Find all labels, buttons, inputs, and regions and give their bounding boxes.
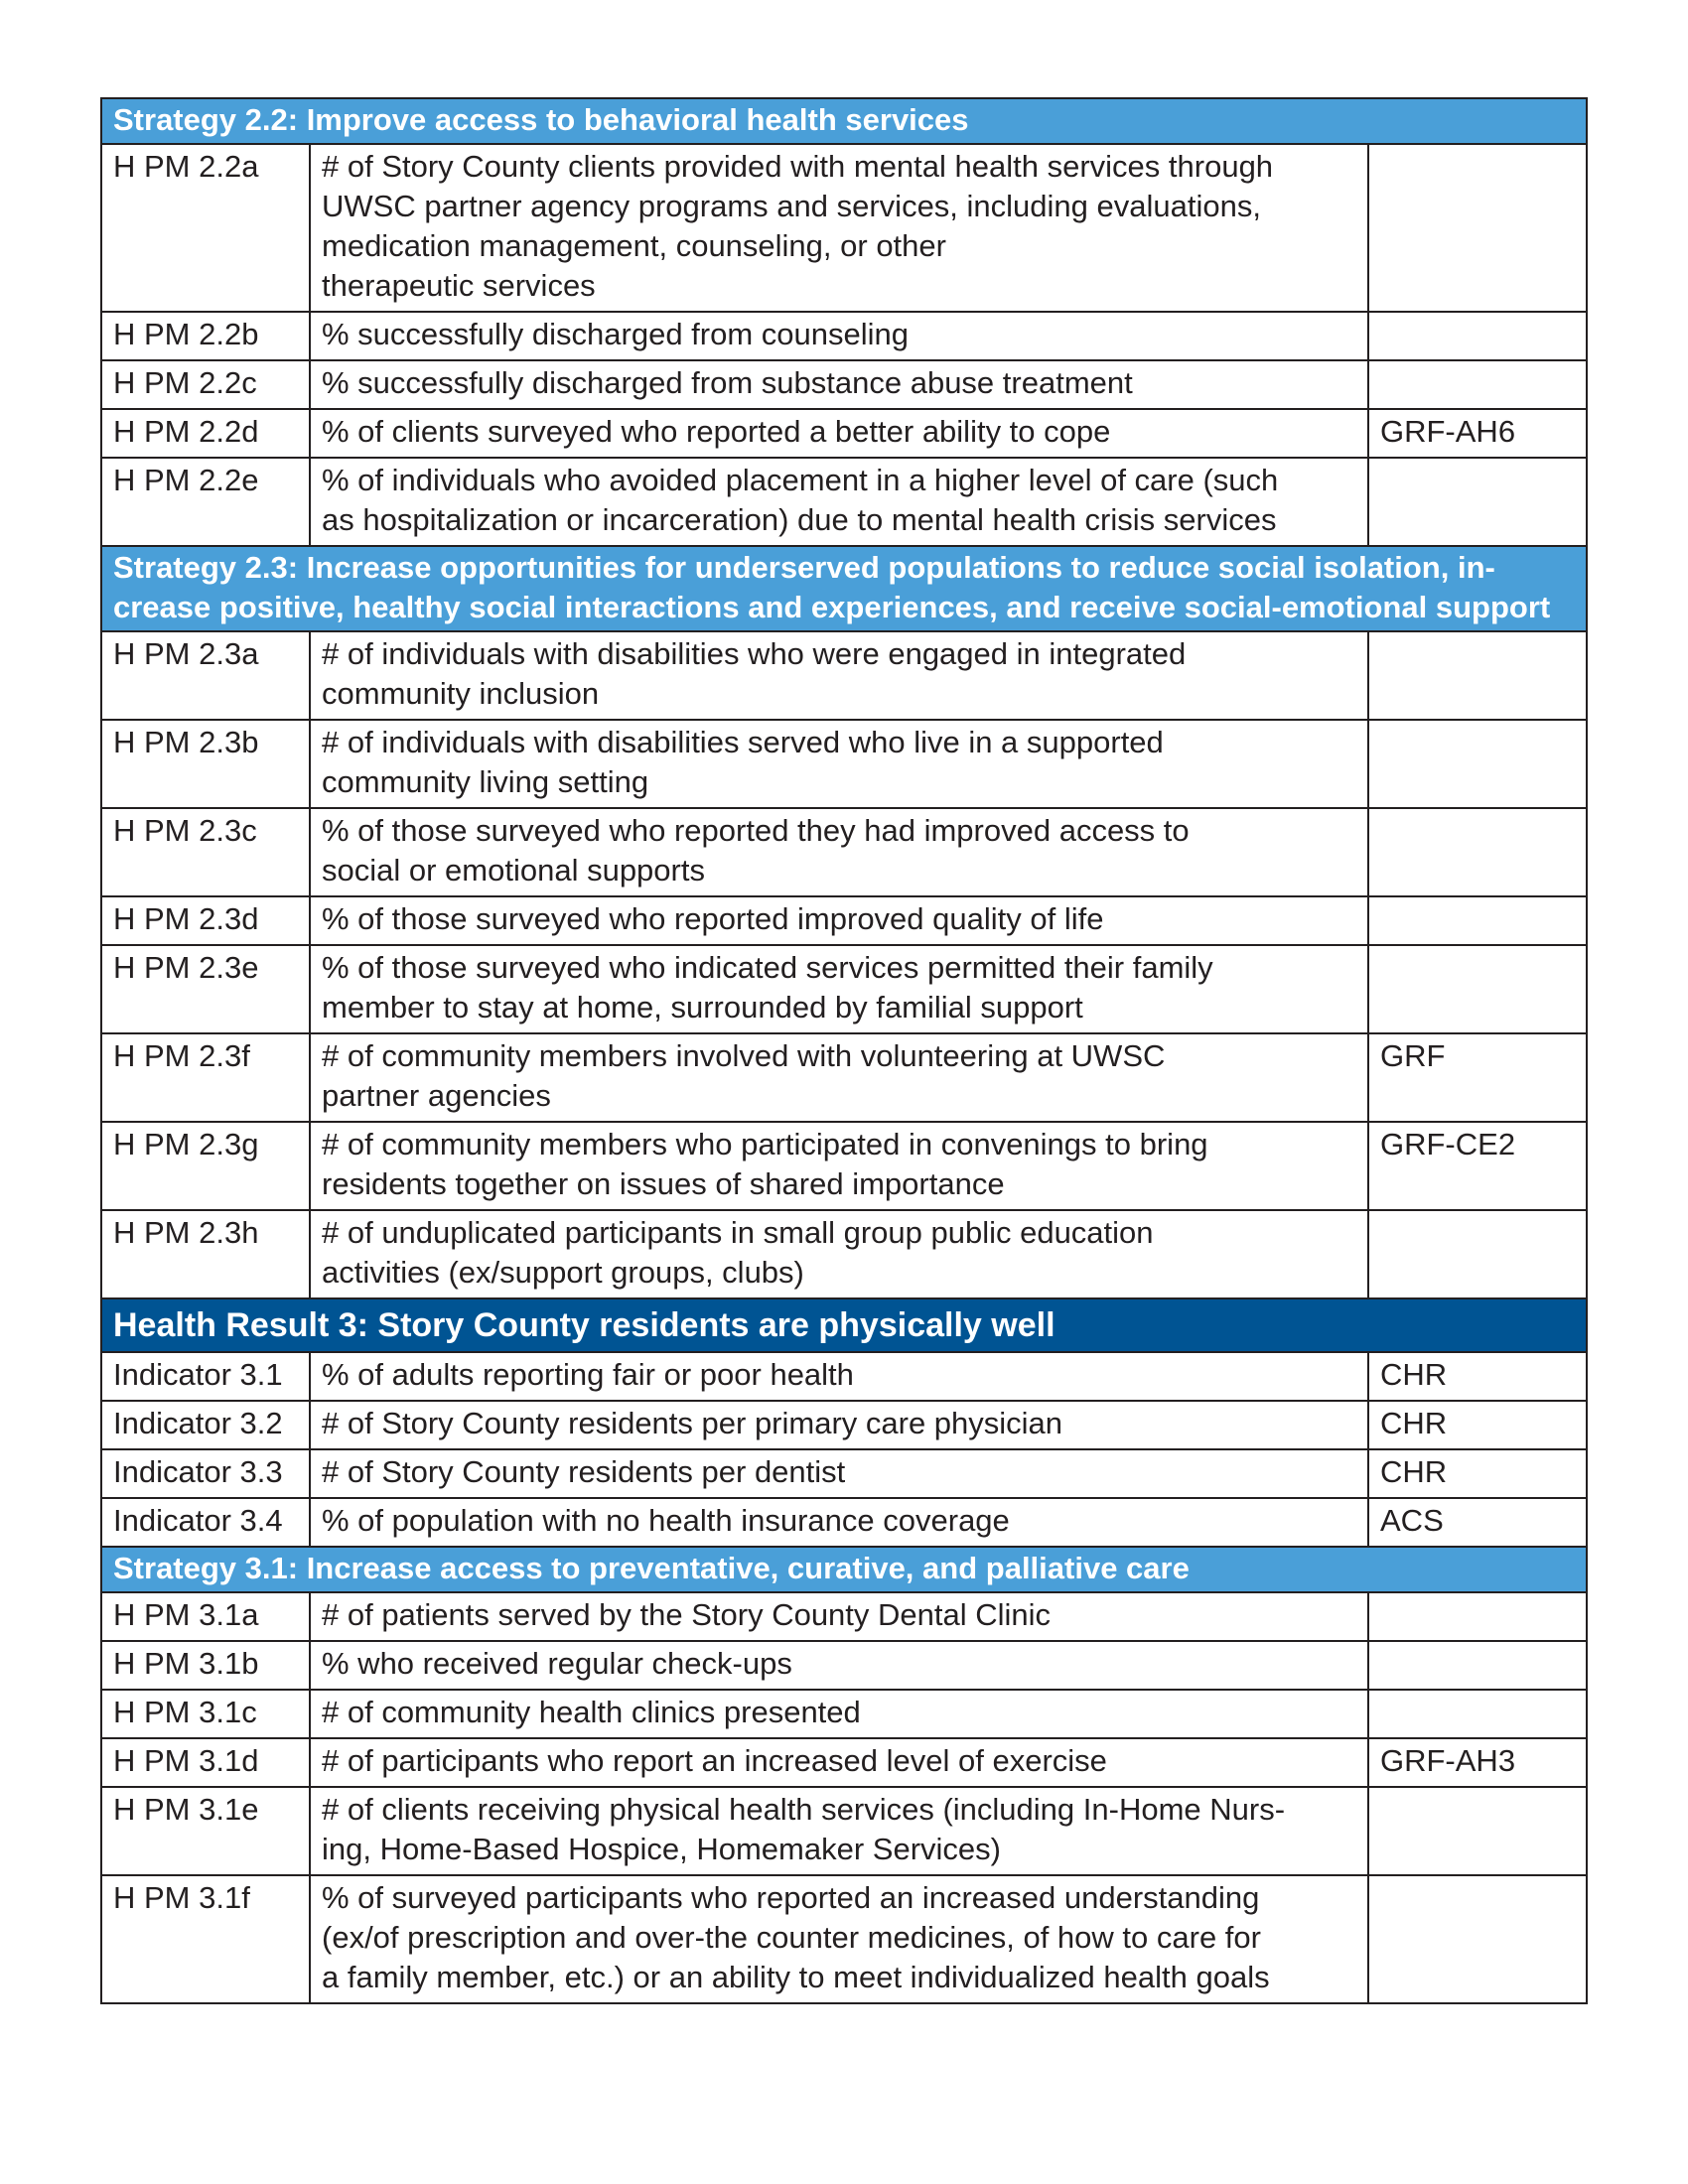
- measure-source: [1368, 1592, 1587, 1641]
- indicator-source: CHR: [1368, 1401, 1587, 1449]
- table-row: [101, 1122, 1587, 1210]
- measure-id: H PM 2.3h: [101, 1210, 310, 1298]
- table-row: [101, 1401, 1587, 1449]
- indicator-text: # of Story County residents per dentist: [310, 1449, 1368, 1498]
- measure-text: % who received regular check-ups: [310, 1641, 1368, 1690]
- table-row: [101, 144, 1587, 312]
- table-row: [101, 945, 1587, 1033]
- measure-id: H PM 3.1d: [101, 1738, 310, 1787]
- measure-source: [1368, 1690, 1587, 1738]
- indicator-text: % of population with no health insurance coverage: [310, 1498, 1368, 1547]
- measure-text: # of individuals with disabilities who were engaged in integrated community inclusion: [310, 631, 1368, 720]
- table-row: [101, 1738, 1587, 1787]
- measure-text: % of clients surveyed who reported a better ability to cope: [310, 409, 1368, 458]
- measure-id: H PM 3.1a: [101, 1592, 310, 1641]
- measure-id: H PM 2.3e: [101, 945, 310, 1033]
- table-row: [101, 896, 1587, 945]
- table-row: [101, 1641, 1587, 1690]
- strategy-3-1-header: [101, 1547, 1587, 1592]
- table-row: [101, 1787, 1587, 1875]
- measure-text: # of community members involved with volunteering at UWSC partner agencies: [310, 1033, 1368, 1122]
- measure-source: GRF-CE2: [1368, 1122, 1587, 1210]
- strategy-2-3-header: [101, 546, 1587, 631]
- measure-source: [1368, 720, 1587, 808]
- indicator-id: Indicator 3.2: [101, 1401, 310, 1449]
- measure-source: [1368, 1787, 1587, 1875]
- measure-id: H PM 3.1f: [101, 1875, 310, 2003]
- measure-id: H PM 2.2c: [101, 360, 310, 409]
- measure-id: H PM 2.3b: [101, 720, 310, 808]
- measure-id: H PM 2.2a: [101, 144, 310, 312]
- measure-source: [1368, 1875, 1587, 2003]
- measure-source: [1368, 1210, 1587, 1298]
- measure-id: H PM 2.2b: [101, 312, 310, 360]
- measure-source: [1368, 1641, 1587, 1690]
- measure-source: [1368, 808, 1587, 896]
- measure-text: % successfully discharged from counseling: [310, 312, 1368, 360]
- indicator-id: Indicator 3.3: [101, 1449, 310, 1498]
- measure-source: [1368, 631, 1587, 720]
- measure-source: [1368, 144, 1587, 312]
- measure-id: H PM 2.3c: [101, 808, 310, 896]
- table-row: [101, 1690, 1587, 1738]
- measure-text: # of participants who report an increased level of exercise: [310, 1738, 1368, 1787]
- measure-id: H PM 2.3a: [101, 631, 310, 720]
- measure-text: # of community health clinics presented: [310, 1690, 1368, 1738]
- table-row: [101, 458, 1587, 546]
- measure-source: [1368, 312, 1587, 360]
- measure-id: H PM 2.3g: [101, 1122, 310, 1210]
- measure-id: H PM 2.3d: [101, 896, 310, 945]
- health-result-3-header: [101, 1298, 1587, 1352]
- performance-measures-table: [100, 97, 1588, 2004]
- indicator-text: # of Story County residents per primary care physician: [310, 1401, 1368, 1449]
- section-title: Strategy 2.2: Improve access to behavioral health services: [101, 98, 1587, 144]
- table-row: [101, 808, 1587, 896]
- measure-source: [1368, 458, 1587, 546]
- indicator-source: CHR: [1368, 1352, 1587, 1401]
- measure-text: % of individuals who avoided placement in a higher level of care (such as hospitalization or incarceration) due to mental health crisis services: [310, 458, 1368, 546]
- indicator-source: ACS: [1368, 1498, 1587, 1547]
- table-row: [101, 1875, 1587, 2003]
- document-page: [100, 97, 1586, 2004]
- measure-text: # of community members who participated in convenings to bring residents together on issues of shared importance: [310, 1122, 1368, 1210]
- measure-text: # of unduplicated participants in small group public education activities (ex/support groups, clubs): [310, 1210, 1368, 1298]
- measure-source: [1368, 360, 1587, 409]
- table-row: [101, 1498, 1587, 1547]
- measure-id: H PM 2.3f: [101, 1033, 310, 1122]
- measure-id: H PM 3.1b: [101, 1641, 310, 1690]
- indicator-source: CHR: [1368, 1449, 1587, 1498]
- indicator-id: Indicator 3.1: [101, 1352, 310, 1401]
- table-row: [101, 360, 1587, 409]
- measure-source: [1368, 945, 1587, 1033]
- table-row: [101, 1352, 1587, 1401]
- section-title: Strategy 3.1: Increase access to preventative, curative, and palliative care: [101, 1547, 1587, 1592]
- table-row: [101, 409, 1587, 458]
- table-row: [101, 631, 1587, 720]
- table-row: [101, 720, 1587, 808]
- measure-source: GRF-AH6: [1368, 409, 1587, 458]
- measure-text: # of patients served by the Story County Dental Clinic: [310, 1592, 1368, 1641]
- measure-id: H PM 2.2d: [101, 409, 310, 458]
- measure-text: % successfully discharged from substance abuse treatment: [310, 360, 1368, 409]
- measure-text: # of clients receiving physical health services (including In-Home Nurs- ing, Home-Based Hospice, Homemaker Services): [310, 1787, 1368, 1875]
- table-row: [101, 1592, 1587, 1641]
- measure-text: % of surveyed participants who reported an increased understanding (ex/of prescription and over-the counter medicines, of how to care for a family member, etc.) or an ability to meet individualized health goals: [310, 1875, 1368, 2003]
- table-row: [101, 1449, 1587, 1498]
- indicator-text: % of adults reporting fair or poor health: [310, 1352, 1368, 1401]
- indicator-id: Indicator 3.4: [101, 1498, 310, 1547]
- measure-text: % of those surveyed who reported they had improved access to social or emotional supports: [310, 808, 1368, 896]
- measure-source: GRF: [1368, 1033, 1587, 1122]
- measure-text: % of those surveyed who reported improved quality of life: [310, 896, 1368, 945]
- measure-id: H PM 3.1c: [101, 1690, 310, 1738]
- section-title: Health Result 3: Story County residents are physically well: [101, 1298, 1587, 1352]
- measure-source: [1368, 896, 1587, 945]
- measure-text: % of those surveyed who indicated services permitted their family member to stay at home, surrounded by familial support: [310, 945, 1368, 1033]
- section-title: Strategy 2.3: Increase opportunities for underserved populations to reduce social isolation, in- crease positive, healthy social interactions and experiences, and receive social-emotional support: [101, 546, 1587, 631]
- table-row: [101, 1210, 1587, 1298]
- measure-id: H PM 2.2e: [101, 458, 310, 546]
- table-row: [101, 312, 1587, 360]
- strategy-2-2-header: [101, 98, 1587, 144]
- measure-text: # of Story County clients provided with mental health services through UWSC partner agency programs and services, including evaluations, medication management, counseling, or other therapeutic services: [310, 144, 1368, 312]
- measure-id: H PM 3.1e: [101, 1787, 310, 1875]
- measure-source: GRF-AH3: [1368, 1738, 1587, 1787]
- measure-text: # of individuals with disabilities served who live in a supported community living setting: [310, 720, 1368, 808]
- table-row: [101, 1033, 1587, 1122]
